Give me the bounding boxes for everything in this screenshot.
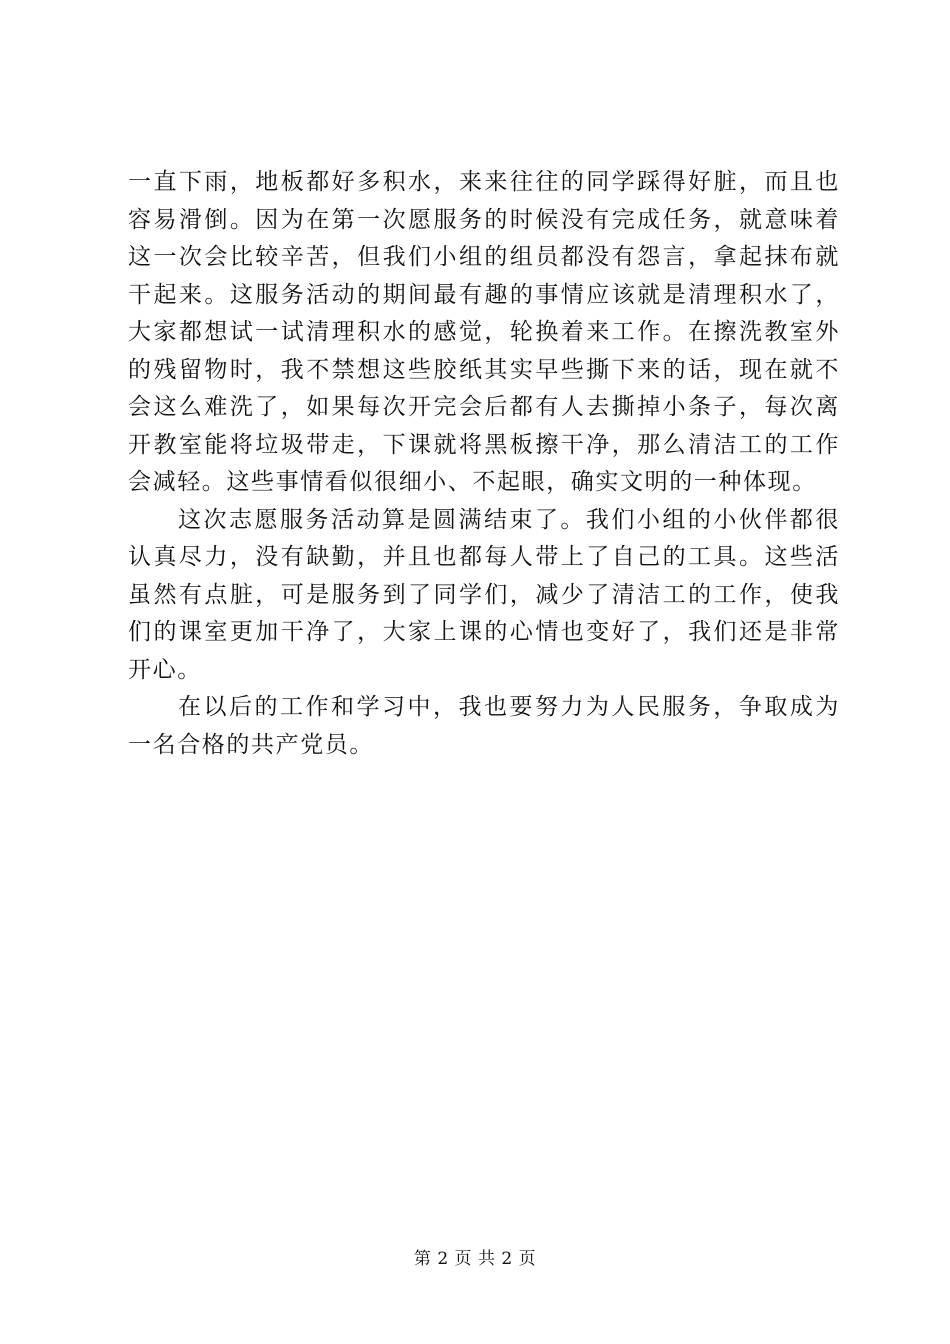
paragraph-resolution: 在以后的工作和学习中，我也要努力为人民服务，争取成为一名合格的共产党员。 (128, 694, 840, 758)
document-body (128, 164, 840, 764)
page-footer: 第 2 页 共 2 页 (413, 1249, 537, 1269)
paragraph-conclusion: 这次志愿服务活动算是圆满结束了。我们小组的小伙伴都很认真尽力，没有缺勤，并且也都每人带上了自己的工具。这些活虽然有点脏，可是服务到了同学们，减少了清洁工的工作，使我们的课室更加干净了，大家上课的心情也变好了，我们还是非常开心。 (128, 506, 840, 683)
paragraph-continuation: 一直下雨，地板都好多积水，来来往往的同学踩得好脏，而且也容易滑倒。因为在第一次愿服务的时候没有完成任务，就意味着这一次会比较辛苦，但我们小组的组员都没有怨言，拿起抹布就干起来。这服务活动的期间最有趣的事情应该就是清理积水了，大家都想试一试清理积水的感觉，轮换着来工作。在擦洗教室外的残留物时，我不禁想这些胶纸其实早些撕下来的话，现在就不会这么难洗了，如果每次开完会后都有人去撕掉小条子，每次离开教室能将垃圾带走，下课就将黑板擦干净，那么清洁工的工作会减轻。这些事情看似很细小、不起眼，确实文明的一种体现。 (128, 169, 840, 495)
